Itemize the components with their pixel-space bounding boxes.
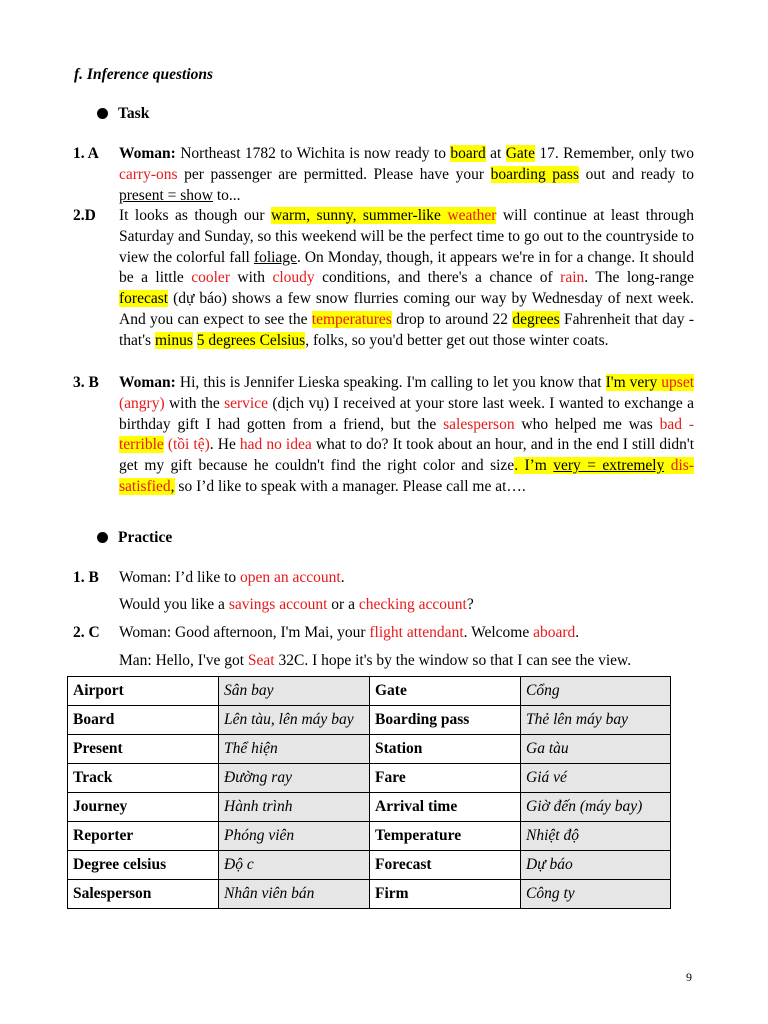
- bullet-icon: [97, 532, 108, 543]
- highlighted-text: Gate: [505, 145, 535, 162]
- highlighted-text: minus: [154, 331, 193, 349]
- highlighted-text: boarding pass: [490, 165, 579, 183]
- text-run: what to do? It took about an hour, and in the end I still didn't get my gift because he couldn't find the right color and size: [119, 436, 695, 475]
- red-keyword: Seat: [247, 652, 275, 669]
- practice-subheading: [97, 528, 172, 548]
- task-item-number: 3. B: [73, 374, 99, 391]
- highlighted-text: very = extremely: [553, 457, 665, 475]
- table-row: [68, 677, 671, 706]
- red-keyword: had no idea: [239, 436, 312, 454]
- highlighted-text: I'm very: [605, 374, 662, 391]
- text-run: who helped me was: [514, 415, 660, 433]
- text-run: 17. Remember, only two: [534, 145, 695, 162]
- practice-line: [119, 595, 474, 615]
- text-run: at: [485, 145, 506, 162]
- text-run: .: [340, 569, 345, 586]
- practice-item-number: 1. B: [73, 569, 99, 586]
- task-item-text: [119, 144, 694, 206]
- highlighted-text: temperatures: [311, 310, 392, 328]
- task-item-number: 2.D: [73, 207, 96, 224]
- red-keyword: flight attendant: [369, 624, 464, 641]
- practice-item-number: 2. C: [73, 624, 100, 641]
- term-cell: Gate: [370, 677, 521, 706]
- speaker-label: Woman:: [119, 374, 176, 391]
- table-row: [68, 764, 671, 793]
- red-keyword: cooler: [191, 269, 230, 287]
- term-cell: Forecast: [370, 851, 521, 880]
- text-run: Fahrenheit that day - that's: [119, 310, 694, 349]
- red-keyword: carry-ons: [119, 165, 178, 183]
- red-keyword: cloudy: [272, 269, 315, 287]
- text-run: conditions, and there's a chance of: [314, 269, 561, 287]
- task-item-text: [119, 373, 694, 498]
- text-run: foliage: [253, 248, 297, 266]
- term-cell: Board: [68, 706, 219, 735]
- table-row: [68, 793, 671, 822]
- text-run: Woman: Good afternoon, I'm Mai, your: [119, 624, 370, 641]
- meaning-cell: Giá vé: [521, 764, 671, 793]
- page-number: 9: [686, 970, 692, 984]
- red-keyword: savings account: [228, 596, 328, 613]
- table-row: [68, 880, 671, 909]
- text-run: out and ready to: [578, 165, 694, 183]
- table-row: [68, 735, 671, 764]
- speaker-label: Woman:: [119, 145, 176, 162]
- red-keyword: (tồi tệ): [163, 436, 210, 454]
- text-run: . The long-range: [584, 269, 694, 287]
- text-run: so I’d like to speak with a manager. Please call me at….: [174, 477, 526, 495]
- meaning-cell: Dự báo: [521, 851, 671, 880]
- practice-line: [119, 651, 631, 671]
- table-row: [68, 851, 671, 880]
- meaning-cell: Nhiệt độ: [521, 822, 671, 851]
- highlighted-text: dis-satisfied: [119, 457, 694, 495]
- red-keyword: rain: [560, 269, 585, 287]
- term-cell: Degree celsius: [68, 851, 219, 880]
- text-run: or a: [327, 596, 359, 613]
- meaning-cell: Lên tàu, lên máy bay: [219, 706, 370, 735]
- term-cell: Journey: [68, 793, 219, 822]
- red-keyword: service: [224, 394, 268, 412]
- meaning-cell: Ga tàu: [521, 735, 671, 764]
- term-cell: Airport: [68, 677, 219, 706]
- text-run: Man: Hello, I've got: [119, 652, 248, 669]
- highlighted-text: ,: [170, 477, 175, 495]
- text-run: present = show: [119, 186, 213, 204]
- practice-line: [119, 568, 345, 588]
- highlighted-text: forecast: [119, 290, 169, 308]
- term-cell: Present: [68, 735, 219, 764]
- highlighted-text: board: [450, 145, 486, 162]
- text-run: . He: [209, 436, 240, 454]
- red-keyword: checking account: [358, 596, 467, 613]
- highlighted-text: degrees: [512, 310, 560, 328]
- text-run: Woman: I’d like to: [119, 569, 241, 586]
- meaning-cell: Đường ray: [219, 764, 370, 793]
- highlighted-text: weather: [447, 207, 497, 224]
- text-run: ?: [466, 596, 474, 613]
- meaning-cell: Độ c: [219, 851, 370, 880]
- text-run: , folks, so you'd better get out those winter coats.: [305, 331, 609, 349]
- text-run: 32C. I hope it's by the window so that I can see the view.: [274, 652, 632, 669]
- red-keyword: aboard: [533, 624, 576, 641]
- meaning-cell: Sân bay: [219, 677, 370, 706]
- highlighted-text: . I’m: [514, 457, 554, 475]
- term-cell: Temperature: [370, 822, 521, 851]
- task-subheading: [97, 104, 149, 124]
- section-heading: f. Inference questions: [74, 66, 214, 83]
- text-run: .: [575, 624, 580, 641]
- text-run: with: [229, 269, 273, 287]
- text-run: drop to around 22: [391, 310, 513, 328]
- meaning-cell: Công ty: [521, 880, 671, 909]
- term-cell: Reporter: [68, 822, 219, 851]
- text-run: (dự báo) shows a few snow flurries coming our way by Wednesday of next week. And you can expect to see the: [119, 290, 694, 328]
- highlighted-text: 5 degrees Celsius: [196, 331, 306, 349]
- highlighted-text: terrible: [119, 436, 164, 454]
- text-run: with the: [164, 394, 225, 412]
- red-keyword: salesperson: [443, 415, 515, 433]
- text-run: will continue at least through Saturday and Sunday, so this weekend will be the perfect time to go out to the countryside to view the colorful fall: [119, 207, 694, 266]
- bullet-icon: [97, 108, 108, 119]
- meaning-cell: Nhân viên bán: [219, 880, 370, 909]
- vocabulary-table: [67, 676, 671, 909]
- term-cell: Track: [68, 764, 219, 793]
- meaning-cell: Thẻ lên máy bay: [521, 706, 671, 735]
- term-cell: Arrival time: [370, 793, 521, 822]
- red-keyword: (angry): [119, 394, 165, 412]
- highlighted-text: upset: [661, 374, 694, 391]
- practice-label: Practice: [118, 529, 173, 546]
- text-run: . Welcome: [463, 624, 534, 641]
- term-cell: Boarding pass: [370, 706, 521, 735]
- text-run: It looks as though our: [119, 207, 271, 224]
- task-item-text: [119, 206, 694, 352]
- text-run: Hi, this is Jennifer Lieska speaking. I'm calling to let you know that: [175, 374, 606, 391]
- practice-line: [119, 623, 579, 643]
- table-row: [68, 706, 671, 735]
- term-cell: Fare: [370, 764, 521, 793]
- task-item-number: 1. A: [73, 145, 99, 162]
- term-cell: Station: [370, 735, 521, 764]
- text-run: . On Monday, though, it appears we're in for a change. It should be a little: [119, 248, 694, 287]
- term-cell: Firm: [370, 880, 521, 909]
- table-row: [68, 822, 671, 851]
- red-keyword: bad -: [659, 415, 694, 433]
- highlighted-text: warm, sunny, summer-like: [270, 207, 448, 224]
- text-run: Would you like a: [119, 596, 229, 613]
- meaning-cell: Cổng: [521, 677, 671, 706]
- meaning-cell: Thể hiện: [219, 735, 370, 764]
- meaning-cell: Phóng viên: [219, 822, 370, 851]
- text-run: per passenger are permitted. Please have your: [177, 165, 491, 183]
- meaning-cell: Hành trình: [219, 793, 370, 822]
- red-keyword: open an account: [240, 569, 341, 586]
- text-run: to...: [212, 186, 241, 204]
- term-cell: Salesperson: [68, 880, 219, 909]
- task-label: Task: [118, 105, 150, 122]
- text-run: Northeast 1782 to Wichita is now ready to: [175, 145, 451, 162]
- text-run: (dịch vụ) I received at your store last week. I wanted to exchange a birthday gift I had gotten from a friend, but the: [119, 394, 694, 433]
- highlighted-text: [664, 457, 670, 474]
- meaning-cell: Giờ đến (máy bay): [521, 793, 671, 822]
